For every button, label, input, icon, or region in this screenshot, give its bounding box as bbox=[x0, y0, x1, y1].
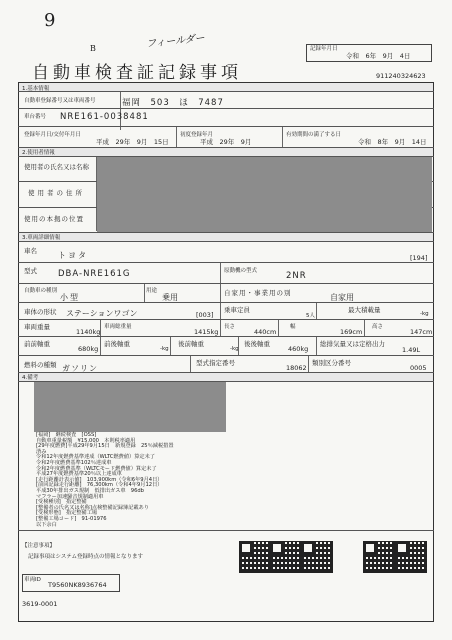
capacity-label: 乗車定員 bbox=[224, 306, 250, 314]
class-number-label: 類別区分番号 bbox=[312, 359, 351, 367]
remark-line: 以下余白 bbox=[36, 521, 57, 528]
remark-line: 平成30年排出ガス規制 低排出ガス車 96db bbox=[36, 487, 144, 494]
remark-line: 令和2年度燃費基準（WLTCモード燃費値）算定未了 bbox=[36, 465, 157, 472]
first-reg-date: 平成 29年 9月 bbox=[200, 138, 252, 146]
remark-line: 令和2年度燃費基準102％達成車 bbox=[36, 459, 112, 466]
use-label: 用途 bbox=[146, 288, 158, 294]
displacement: 1.49L bbox=[402, 346, 421, 354]
remark-line: 自動車重量税額 ¥15,000 本則税率適用 bbox=[36, 437, 136, 444]
engine-model: 2NR bbox=[286, 271, 307, 281]
qr-code-1 bbox=[240, 542, 270, 572]
capacity: 5人 bbox=[306, 313, 315, 319]
vehicle-id-label: 車両ID bbox=[24, 577, 41, 583]
section-basic-title: 1.基本情報 bbox=[22, 86, 50, 92]
section-remarks-title: 4.備考 bbox=[22, 375, 39, 381]
reg-number: 福岡 503 ほ 7487 bbox=[122, 98, 224, 108]
base-location-label: 使用の本拠の位置 bbox=[24, 215, 84, 223]
vehicle-id: T9560NK8936764 bbox=[48, 581, 107, 589]
body-shape: ステーションワゴン bbox=[66, 309, 138, 318]
kind-label: 自動車の種別 bbox=[24, 288, 58, 294]
width: 169cm bbox=[340, 328, 363, 336]
maker-label: 車名 bbox=[24, 247, 37, 255]
type-number-label: 型式指定番号 bbox=[196, 359, 235, 367]
remark-line: 済み bbox=[36, 448, 47, 455]
expiry-date: 令和 8年 9月 14日 bbox=[358, 138, 427, 146]
gross-weight: 1415kg bbox=[194, 328, 219, 336]
model-label: 型式 bbox=[24, 267, 37, 275]
remark-line: [29年度燃費]平成29年9月15日 新規登録 25％減税措置 bbox=[36, 443, 174, 450]
remark-line: [走行距離計表示値] 103,900km（令和6年9月4日） bbox=[36, 476, 163, 483]
rf-axle-label: 後前軸重 bbox=[178, 340, 204, 348]
remark-line: [前回記録走行距離] 76,300km（令和4年9月12日） bbox=[36, 482, 163, 489]
section-bar bbox=[19, 83, 433, 91]
body-code: [003] bbox=[196, 311, 214, 319]
remark-line: [受検形態] 指定整備工場 bbox=[36, 510, 98, 517]
length: 440cm bbox=[254, 328, 277, 336]
handwritten-note: フィールダー bbox=[145, 32, 206, 51]
user-name-label: 使用者の氏名又は名称 bbox=[24, 163, 89, 171]
remark-line: [福岡] 継続検査 [OSS] bbox=[36, 432, 97, 438]
remark-line: [受検種別] 指定整備 bbox=[36, 499, 87, 506]
vin-label: 車台番号 bbox=[24, 114, 47, 120]
reg-number-label: 自動車登録番号又は車両番号 bbox=[24, 98, 96, 104]
fuel-type: ガソリン bbox=[62, 364, 98, 373]
kind: 小型 bbox=[60, 293, 80, 302]
private-use: 自家用 bbox=[330, 293, 354, 302]
record-date-label: 記録年月日 bbox=[310, 46, 338, 52]
gross-label: 車両総重量 bbox=[104, 324, 132, 330]
remark-line: 平成27年度燃費基準20％以上達成車 bbox=[36, 471, 122, 478]
maxload-label: 最大積載量 bbox=[348, 306, 381, 314]
weight-label: 車両重量 bbox=[24, 323, 50, 331]
record-date: 令和 6年 9月 4日 bbox=[346, 52, 411, 60]
reg-date: 平成 29年 9月 15日 bbox=[96, 138, 169, 146]
expiry-label: 有効期間の満了する日 bbox=[286, 132, 342, 138]
fuel-label: 燃料の種類 bbox=[24, 361, 57, 369]
remarks-list bbox=[36, 433, 316, 528]
note-title: 【注意事項】 bbox=[22, 543, 56, 549]
qr-code-5 bbox=[396, 542, 426, 572]
class-number: 0005 bbox=[410, 364, 427, 372]
section-vehicle-title: 3.車両詳細情報 bbox=[22, 235, 61, 241]
length-label: 長さ bbox=[224, 324, 236, 330]
vin-number: NRE161-0038481 bbox=[60, 112, 149, 122]
maxload: -kg bbox=[420, 311, 429, 317]
handwritten-page-number: 9 bbox=[44, 10, 56, 31]
section-user-title: 2.使用者情報 bbox=[22, 150, 55, 156]
model: DBA-NRE161G bbox=[58, 269, 131, 279]
redacted-user-info bbox=[97, 157, 432, 232]
remark-line: [整備者の氏名又は名称]点検整備記録簿記載あり bbox=[36, 504, 149, 511]
private-label: 自家用・事業用の別 bbox=[224, 289, 292, 297]
note-text: 記録事項はシステム登録時点の情報となります bbox=[28, 554, 143, 560]
vehicle-weight: 1140kg bbox=[76, 328, 101, 336]
rf-axle: -kg bbox=[230, 346, 239, 352]
width-label: 幅 bbox=[290, 324, 296, 330]
ff-axle: 680kg bbox=[78, 345, 99, 353]
user-address-label: 使用者の住所 bbox=[28, 189, 85, 197]
document-title: 自動車検査証記録事項 bbox=[32, 63, 242, 83]
height: 147cm bbox=[410, 328, 433, 336]
reg-date-label: 登録年月日/交付年月日 bbox=[24, 132, 81, 138]
displacement-label: 総排気量又は定格出力 bbox=[320, 340, 385, 348]
redacted-remarks bbox=[34, 382, 226, 432]
remark-line: [整備工場コード] 91-01976 bbox=[36, 515, 107, 522]
maker: トヨタ bbox=[58, 251, 88, 260]
document-number: 911240324623 bbox=[376, 72, 426, 80]
remark-line: 令和12年度燃費基準達成（WLTC燃費値）算定未了 bbox=[36, 454, 155, 461]
use: 乗用 bbox=[162, 293, 178, 302]
rr-axle: 460kg bbox=[288, 345, 309, 353]
type-number: 18062 bbox=[286, 364, 307, 372]
body-label: 車体の形状 bbox=[24, 308, 57, 316]
remark-line: マフラー加速騒音規制適用車 bbox=[36, 493, 104, 500]
ff-axle-label: 前前軸重 bbox=[24, 340, 50, 348]
first-reg-label: 初度登録年月 bbox=[180, 132, 214, 138]
fr-axle: -kg bbox=[160, 346, 169, 352]
height-label: 高さ bbox=[372, 324, 384, 330]
engine-label: 原動機の型式 bbox=[224, 268, 258, 274]
fr-axle-label: 前後軸重 bbox=[104, 340, 130, 348]
qr-code-2 bbox=[271, 542, 301, 572]
qr-code-4 bbox=[364, 542, 394, 572]
qr-code-3 bbox=[302, 542, 332, 572]
rr-axle-label: 後後軸重 bbox=[244, 340, 270, 348]
maker-code: [194] bbox=[410, 254, 428, 262]
bottom-code: 3619-0001 bbox=[22, 600, 58, 608]
handwritten-mark: B bbox=[90, 44, 96, 53]
